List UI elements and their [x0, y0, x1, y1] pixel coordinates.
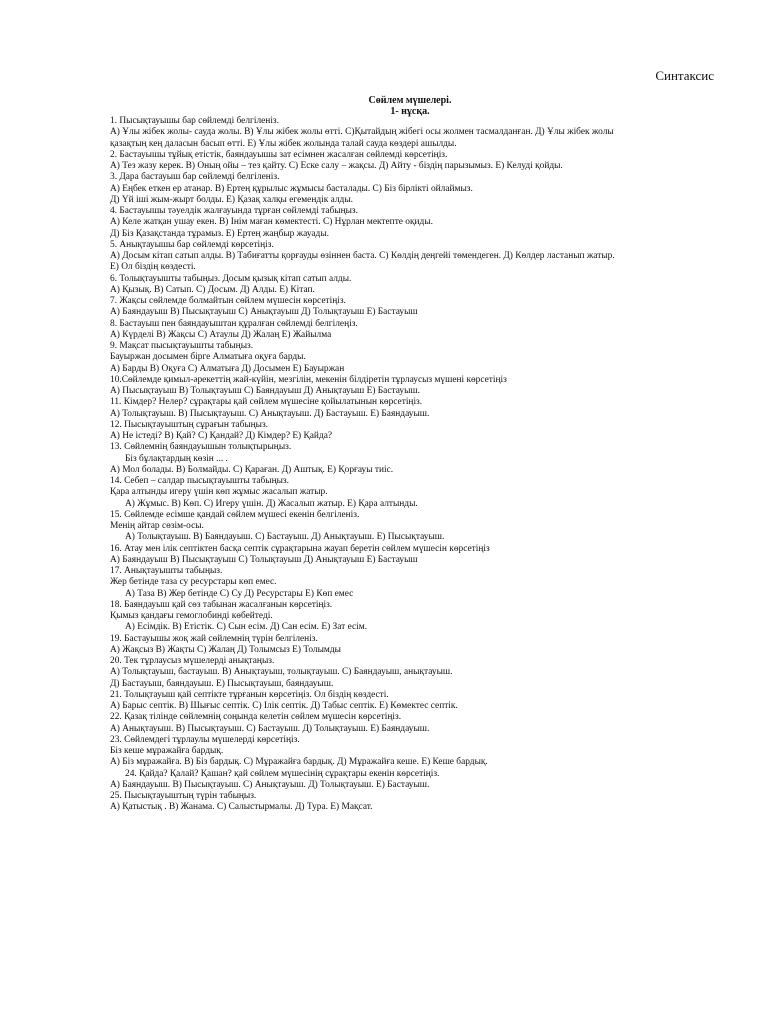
doc-line: Жер бетінде таза су ресурстары көп емес.: [110, 577, 277, 588]
question-list: [110, 116, 720, 814]
doc-line: Д) Бастауыш, баяндауыш. Е) Пысықтауыш, баяндауыш.: [110, 678, 334, 689]
doc-line: А) Досым кітап сатып алды. В) Табиғатты қорғауды өзіннен баста. С) Көлдің деңгейі төмендеген. Д) Көлдер ластанып жатыр.: [110, 251, 615, 261]
doc-line: 18. Баяндауыш қай сөз табынан жасалғанын көрсетіңіз.: [110, 599, 333, 610]
doc-line: Менің айтар сөзім-осы.: [110, 521, 204, 531]
doc-line: 25. Пысықтауыштың түрін табыңыз.: [110, 791, 257, 801]
doc-line: А) Жақсыз В) Жақты С) Жалаң Д) Толымсыз Е) Толымды: [110, 644, 341, 655]
doc-line: А) Келе жатқан ушау екен. В) Інім маған көмектесті. С) Нұрлан мектепте оқиды.: [110, 217, 433, 228]
doc-line: А) Баяндауыш. В) Пысықтауыш. С) Анықтауыш. Д) Толықтауыш. Е) Бастауыш.: [110, 779, 430, 790]
topic-header: Синтаксис: [655, 68, 714, 83]
doc-line: Д) Біз Қазақстанда тұрамыз. Е) Ертең жаңбыр жауады.: [110, 228, 329, 239]
doc-line: 16. Атау мен ілік септіктен басқа септік сұрақтарына жауап беретін сөйлем мүшесін көрсетіңіз: [110, 543, 490, 554]
doc-title: Сөйлем мүшелері.: [368, 95, 452, 106]
doc-line: 1. Пысықтауышы бар сөйлемді белгіленіз.: [110, 116, 279, 126]
doc-line: 10.Сөйлемде қимыл-әрекеттің жай-күйін, мезгілін, мекенін білдіретін тұрлаусыз мүшені көрсетіңіз: [110, 374, 507, 385]
doc-line: 6. Толықтауышты табыңыз. Досым қызық кітап сатып алды.: [110, 273, 352, 284]
doc-line: 13. Сөйлемнің баяндауышын толықтырыңыз.: [110, 442, 292, 453]
doc-line: қазақтың кең даласын басып өтті. Е) Ұлы жібек жолында талай сауда көздері ашылды.: [110, 138, 457, 149]
doc-line: А) Күрделі В) Жақсы С) Атаулы Д) Жалаң Е) Жайылма: [110, 329, 332, 340]
doc-line: А) Пысықтауыш В) Толықтауыш С) Баяндауыш Д) Анықтауыш Е) Бастауыш.: [110, 386, 420, 396]
doc-line: А) Біз мұражайға. В) Біз бардық. С) Мұражайға бардық. Д) Мұражайға кеше. Е) Кеше бардық.: [110, 757, 488, 768]
doc-line: Қара алтынды игеру үшін көп жұмыс жасалып жатыр.: [110, 487, 328, 498]
doc-line: 20. Тек тұрлаусыз мүшелерді анықтаңыз.: [110, 656, 275, 666]
doc-line: 19. Бастауышы жоқ жай сөйлемнің түрін белгіленіз.: [110, 633, 318, 644]
doc-line: 17. Анықтауышты табыңыз.: [110, 566, 223, 576]
doc-line: А) Таза В) Жер бетінде С) Су Д) Ресурстары Е) Көп емес: [125, 588, 354, 599]
doc-line: А) Толықтауыш. В) Пысықтауыш. С) Анықтауыш. Д) Бастауыш. Е) Баяндауыш.: [110, 408, 430, 419]
doc-line: Е) Ол біздің көздесті.: [110, 262, 196, 273]
doc-line: 8. Бастауыш пен баяндауыштан құралған сөйлемді белгілеңіз.: [110, 318, 358, 329]
doc-line: 15. Сөйлемде есімше қандай сөйлем мүшесі екенін белгіленіз.: [110, 509, 360, 520]
doc-line: Қымыз қандағы гемоглобинді көбейтеді.: [110, 611, 273, 621]
doc-line: 22. Қазақ тілінде сөйлемнің соңында келетін сөйлем мүшесін көрсетіңіз.: [110, 712, 402, 723]
doc-line: А) Не істеді? В) Қай? С) Қандай? Д) Кімдер? Е) Қайда?: [110, 431, 333, 441]
doc-line: 11. Кімдер? Нелер? сұрақтары қай сөйлем мүшесіне қойылатынын көрсетіңіз.: [110, 397, 423, 408]
doc-line: А) Барыс септік. В) Шығыс септік. С) Ілік септік. Д) Табыс септік. Е) Көмектес септік.: [110, 701, 458, 711]
doc-line: А) Баяндауыш В) Пысықтауыш С) Анықтауыш Д) Толықтауыш Е) Бастауыш: [110, 307, 418, 318]
doc-line: 9. Мақсат пысықтауышты табыңыз.: [110, 341, 254, 351]
doc-line: А) Қатыстық . В) Жанама. С) Салыстырмалы. Д) Тура. Е) Мақсат.: [110, 802, 373, 813]
doc-line: Біз бұлақтардың көзін ... .: [125, 453, 228, 464]
doc-line: А) Толықтауыш, бастауыш. В) Анықтауыш, толықтауыш. С) Баяндауыш, анықтауыш.: [110, 667, 453, 678]
doc-line: Д) Үй іші жым-жырт болды. Е) Қазақ халқы егемендік алды.: [110, 194, 353, 205]
doc-line: А) Анықтауыш. В) Пысықтауыш. С) Бастауыш. Д) Толықтауыш. Е) Баяндауыш.: [110, 723, 430, 734]
doc-line: 4. Бастауышы тәуелдік жалғауында тұрған сөйлемді табыңыз.: [110, 206, 358, 216]
doc-line: А) Барды В) Оқуға С) Алматыға Д) Досымен Е) Бауыржан: [110, 363, 345, 374]
doc-line: 23. Сөйлемдегі тұрлаулы мүшелерді көрсетіңіз.: [110, 734, 300, 745]
doc-line: Бауыржан досымен бірге Алматыға оқуға барды.: [110, 352, 306, 363]
doc-line: 12. Пысықтауыштың сұрағын табыңыз.: [110, 419, 269, 430]
doc-line: А) Еңбек еткен ер атанар. В) Ертең құрылыс жұмысы басталады. С) Біз бірлікті ойлаймыз.: [110, 183, 473, 194]
doc-line: 7. Жақсы сөйлемде болмайтын сөйлем мүшесін көрсетіңіз.: [110, 296, 346, 306]
doc-variant: 1- нұсқа.: [390, 106, 430, 117]
doc-line: А) Тез жазу керек. В) Оның ойы – тез қайту. С) Еске салу – жақсы. Д) Айту - біздің парызымыз. Е) Келуді қойды.: [110, 161, 563, 171]
doc-line: 21. Толықтауыш қай септікте тұрғанын көрсетіңіз. Ол біздің көздесті.: [110, 689, 389, 700]
doc-line: А) Қызық. В) Сатып. С) Досым. Д) Алды. Е) Кітап.: [110, 284, 315, 295]
doc-line: 14. Себеп – салдар пысықтауышты табыңыз.: [110, 476, 289, 486]
doc-line: А) Есімдік. В) Етістік. С) Сын есім. Д) Сан есім. Е) Зат есім.: [125, 622, 368, 633]
doc-line: А) Жұмыс. В) Көп. С) Игеру үшін. Д) Жасалып жатыр. Е) Қара алтынды.: [125, 498, 418, 509]
doc-line: А) Толықтауыш. В) Баяндауыш. С) Бастауыш. Д) Анықтауыш. Е) Пысықтауыш.: [125, 532, 445, 543]
doc-line: Біз кеше мұражайға бардық.: [110, 746, 224, 756]
doc-line: 5. Анықтауышы бар сөйлемді көрсетіңіз.: [110, 239, 274, 250]
doc-line: 3. Дара бастауыш бар сөйлемді белгіленіз.: [110, 172, 280, 183]
doc-line: А) Баяндауыш В) Пысықтауыш С) Толықтауыш Д) Анықтауыш Е) Бастауыш: [110, 554, 418, 565]
doc-line: 2. Бастауышы тұйық етістік, баяндауышы зат есімнен жасалған сөйлемді көрсетіңіз.: [110, 149, 448, 160]
doc-line: А) Мол болады. В) Болмайды. С) Қараған. Д) Аштық. Е) Қорғауы тиіс.: [110, 464, 394, 475]
doc-line: А) Ұлы жібек жолы- сауда жолы. В) Ұлы жібек жолы өтті. С)Қытайдың жібегі осы жолмен тасмалданған. Д) Ұлы жібек жолы: [110, 127, 614, 138]
doc-line: 24. Қайда? Қалай? Қашан? қай сөйлем мүшесінің сұрақтары екенін көрсетіңіз.: [125, 768, 440, 779]
